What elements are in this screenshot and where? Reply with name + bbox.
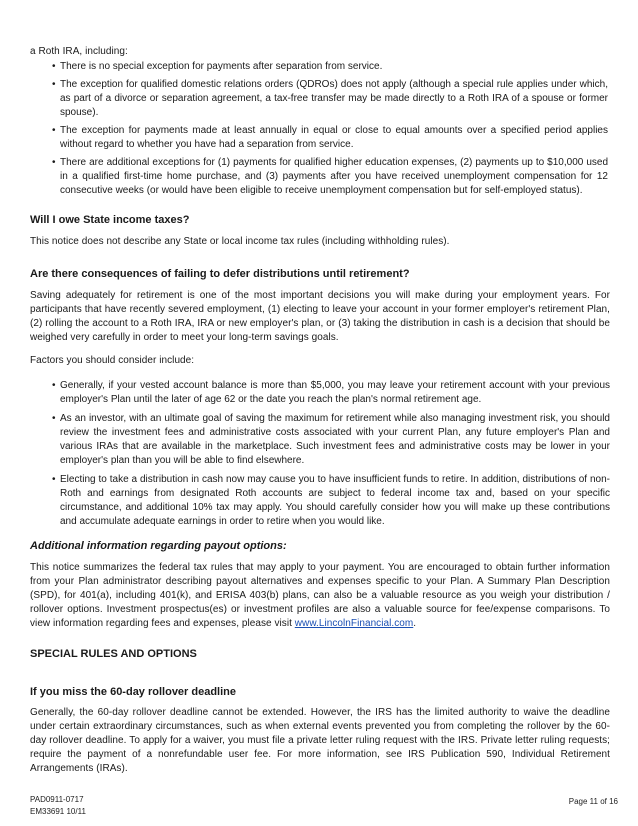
footer-codes [30,794,86,818]
roth-bullet-list [52,60,608,202]
special-rules-heading: SPECIAL RULES AND OPTIONS [30,648,197,660]
factors-bullet-list [52,379,610,534]
list-item: • There are additional exceptions for (1) payments for qualified higher education expenses, (2) payments up to $10,000 used in a qualified first-time home purchase, and (3) payments after you have received unemployment compensation for 12 consecutive weeks (or would have been eligible to receive unemployment compensation but for self-employed status). [52,157,608,196]
consequences-heading: Are there consequences of failing to defer distributions until retirement? [30,268,410,280]
consequences-body: Saving adequately for retirement is one of the most important decisions you will make during your employment years. For participants that have recently severed employment, (1) electing to leave your account in your former employer's retirement Plan, (2) rolling the account to a Roth IRA, IRA or new employer's plan, or (3) taking the distribution in cash is a decision that should be weighed very carefully in order to meet your long-term savings goals. [30,290,610,343]
payout-body: This notice summarizes the federal tax rules that may apply to your payment. You are encouraged to obtain further information from your Plan administrator describing payout alternatives and expenses specific to your Plan. A Summary Plan Description (SPD), for 401(a), including 401(k), and ERISA 403(b) plans, can also be a valuable resource as you weigh your distribution / rollover options. Investment prospectus(es) or investment profiles are also a valuable source for fee/expense comparisons. To view information regarding fees and expenses, please visit www.LincolnFinancial.com. [30,562,610,629]
list-item: • The exception for qualified domestic relations orders (QDROs) does not apply (although a special rule applies under which, as part of a divorce or separation agreement, a tax-free transfer may be made directly to a Roth IRA of a spouse or former spouse). [52,79,608,118]
intro-text: a Roth IRA, including: [30,46,128,57]
footer-code-1: PAD0911-0717 [30,795,84,804]
list-item: • There is no special exception for payments after separation from service. [52,61,383,72]
list-item: • As an investor, with an ultimate goal of saving the maximum for retirement while also managing investment risk, you should review the investment fees and administrative costs associated with your current Plan, any future employer's Plan and various IRAs that are available in the marketplace. Such investment fees and administrative costs may be lower in your employer's plan than you will be able to find elsewhere. [52,413,610,466]
footer-code-2: EM33691 10/11 [30,807,86,816]
payout-heading: Additional information regarding payout options: [30,540,287,552]
page-number: Page 11 of 16 [568,797,618,806]
state-tax-heading: Will I owe State income taxes? [30,214,190,226]
list-item: • The exception for payments made at least annually in equal or close to equal amounts over a specified period applies without regard to whether you have had a separation from service. [52,125,608,150]
factors-intro: Factors you should consider include: [30,355,195,366]
list-item: • Generally, if your vested account balance is more than $5,000, you may leave your retirement account with your previous employer's Plan until the later of age 62 or the date you reach the plan's normal retirement age. [52,380,610,405]
missed-rollover-body: Generally, the 60-day rollover deadline cannot be extended. However, the IRS has the limited authority to waive the deadline under certain extraordinary circumstances, such as when external events prevented you from completing the rollover by the 60-day rollover deadline. To apply for a waiver, you must file a private letter ruling request with the IRS. Private letter ruling requests; require the payment of a nonrefundable user fee. For more information, see IRS Publication 590, Individual Retirement Arrangements (IRAs). [30,707,610,774]
list-item: • Electing to take a distribution in cash now may cause you to have insufficient funds to retire. In addition, distributions of non-Roth and earnings from designated Roth accounts are subject to federal income tax and, based on your specific circumstance, and additional 10% tax may apply. You should carefully consider how you will make up these contributions and accumulate adequate earnings in order to retire when you would like. [52,474,610,527]
missed-rollover-heading: If you miss the 60-day rollover deadline [30,686,237,698]
lincoln-financial-link[interactable]: www.LincolnFinancial.com [294,618,414,629]
state-tax-body: This notice does not describe any State or local income tax rules (including withholding rules). [30,236,450,247]
